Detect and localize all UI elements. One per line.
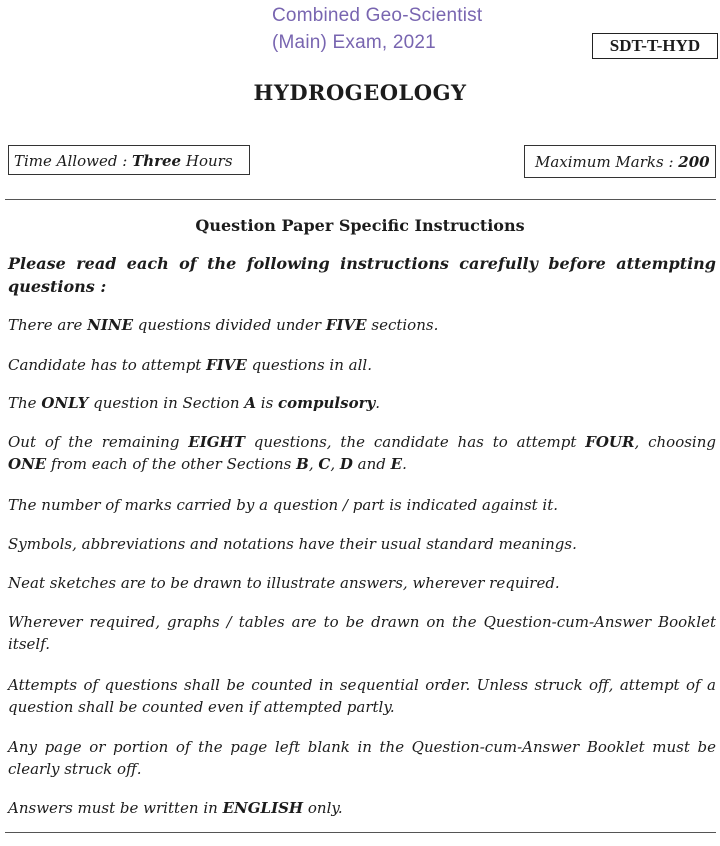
instruction-10 — [8, 736, 716, 780]
text: , choosing — [634, 433, 716, 451]
lead-line-2: questions : — [8, 277, 107, 296]
text: . — [375, 394, 380, 412]
emphasis: B — [296, 455, 309, 473]
emphasis: FOUR — [585, 433, 635, 451]
maximum-marks-label: Maximum Marks : — [535, 153, 679, 171]
time-allowed-value: Three — [132, 152, 182, 170]
text: and — [352, 455, 391, 473]
time-allowed-box — [8, 145, 250, 175]
lead-instruction — [8, 252, 716, 298]
emphasis: E — [390, 455, 403, 473]
text: only. — [303, 799, 343, 817]
emphasis: FIVE — [325, 316, 367, 334]
text: , — [308, 455, 319, 473]
text: Answers must be written in — [8, 799, 223, 817]
emphasis: compulsory — [278, 394, 376, 412]
instruction-8 — [8, 611, 716, 655]
divider-top — [5, 199, 716, 200]
instruction-1 — [8, 314, 716, 336]
instruction-10-line-2: clearly struck off. — [8, 760, 142, 778]
emphasis: ONLY — [41, 394, 89, 412]
instruction-7: Neat sketches are to be drawn to illustrate answers, wherever required. — [8, 574, 560, 592]
exam-stamp — [272, 2, 482, 56]
emphasis: C — [318, 455, 331, 473]
emphasis: FIVE — [206, 356, 247, 374]
text: questions, the candidate has to attempt — [244, 433, 586, 451]
instruction-3 — [8, 392, 716, 414]
text: from each of the other Sections — [46, 455, 297, 473]
time-allowed-unit: Hours — [181, 152, 233, 170]
text: . — [402, 455, 407, 473]
lead-line-1: Please read each of the following instructions carefully before attempting — [8, 254, 716, 273]
emphasis: ENGLISH — [222, 799, 304, 817]
instruction-4-line-1 — [8, 431, 716, 453]
instruction-9-line-2: question shall be counted even if attempted partly. — [8, 698, 395, 716]
text: questions divided under — [133, 316, 326, 334]
instruction-4 — [8, 431, 716, 475]
text: is — [256, 394, 279, 412]
text: , — [330, 455, 340, 473]
text: The — [8, 394, 42, 412]
stamp-line-2: (Main) Exam, 2021 — [272, 32, 436, 53]
text: Out of the remaining — [8, 433, 189, 451]
maximum-marks-value: 200 — [678, 153, 710, 171]
text: questions in all. — [246, 356, 372, 374]
instruction-4-line-2 — [8, 455, 407, 473]
text: There are — [8, 316, 88, 334]
text: question in Section — [88, 394, 245, 412]
instruction-8-line-1: Wherever required, graphs / tables are to be drawn on the Question-cum-Answer Booklet — [8, 613, 716, 631]
section-heading: Question Paper Specific Instructions — [195, 216, 525, 235]
instruction-8-line-2: itself. — [8, 635, 50, 653]
maximum-marks-box — [524, 145, 716, 178]
instruction-9-line-1: Attempts of questions shall be counted in sequential order. Unless struck off, attempt of a — [8, 676, 716, 694]
emphasis: ONE — [8, 455, 47, 473]
instruction-10-line-1: Any page or portion of the page left blank in the Question-cum-Answer Booklet must be — [8, 738, 716, 756]
emphasis: NINE — [87, 316, 133, 334]
emphasis: A — [244, 394, 256, 412]
instruction-11 — [8, 797, 716, 819]
text: Candidate has to attempt — [8, 356, 207, 374]
paper-code-box: SDT-T-HYD — [592, 33, 718, 59]
emphasis: EIGHT — [188, 433, 245, 451]
time-allowed-label: Time Allowed : — [14, 152, 133, 170]
instruction-6: Symbols, abbreviations and notations have their usual standard meanings. — [8, 535, 577, 553]
emphasis: D — [339, 455, 353, 473]
divider-bottom — [5, 832, 716, 833]
text: sections. — [366, 316, 439, 334]
instruction-5: The number of marks carried by a question / part is indicated against it. — [8, 496, 559, 514]
instruction-9 — [8, 674, 716, 718]
stamp-line-1: Combined Geo-Scientist — [272, 5, 483, 26]
paper-title: HYDROGEOLOGY — [253, 80, 467, 105]
instruction-2 — [8, 354, 716, 376]
